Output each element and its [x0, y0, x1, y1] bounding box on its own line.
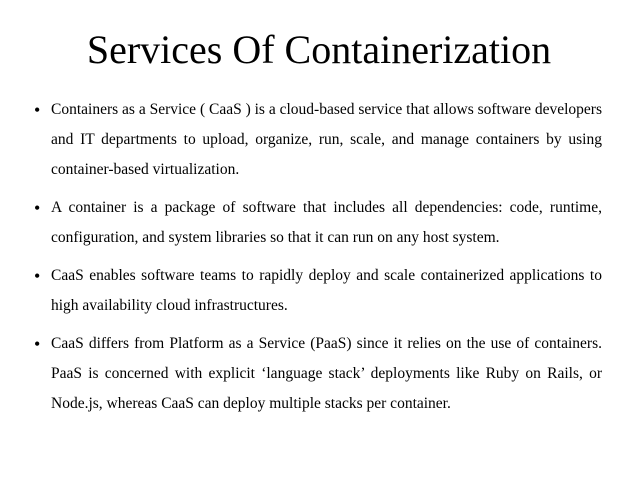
- bullet-marker: •: [34, 266, 41, 286]
- bullet-marker: •: [34, 198, 41, 218]
- bullet-item: [34, 261, 602, 321]
- bullet-text: CaaS enables software teams to rapidly deploy and scale containerized applications to high availability cloud infrastructures.: [51, 267, 602, 314]
- bullet-marker: •: [34, 334, 41, 354]
- bullet-text: Containers as a Service ( CaaS ) is a cloud-based service that allows software developers and IT departments to upload, organize, run, scale, and manage containers by using container-based virtualization.: [51, 101, 602, 178]
- bullet-item: [34, 329, 602, 419]
- bullet-marker: •: [34, 100, 41, 120]
- bullet-text: CaaS differs from Platform as a Service (PaaS) since it relies on the use of containers. PaaS is concerned with explicit ‘language stack’ deployments like Ruby on Rails, or Node.js, whereas CaaS can deploy multiple stacks per container.: [51, 335, 602, 412]
- bullet-list: [34, 95, 602, 427]
- bullet-item: [34, 95, 602, 185]
- slide-title: Services Of Containerization: [86, 27, 552, 72]
- bullet-item: [34, 193, 602, 253]
- bullet-text: A container is a package of software that includes all dependencies: code, runtime, configuration, and system libraries so that it can run on any host system.: [51, 199, 602, 246]
